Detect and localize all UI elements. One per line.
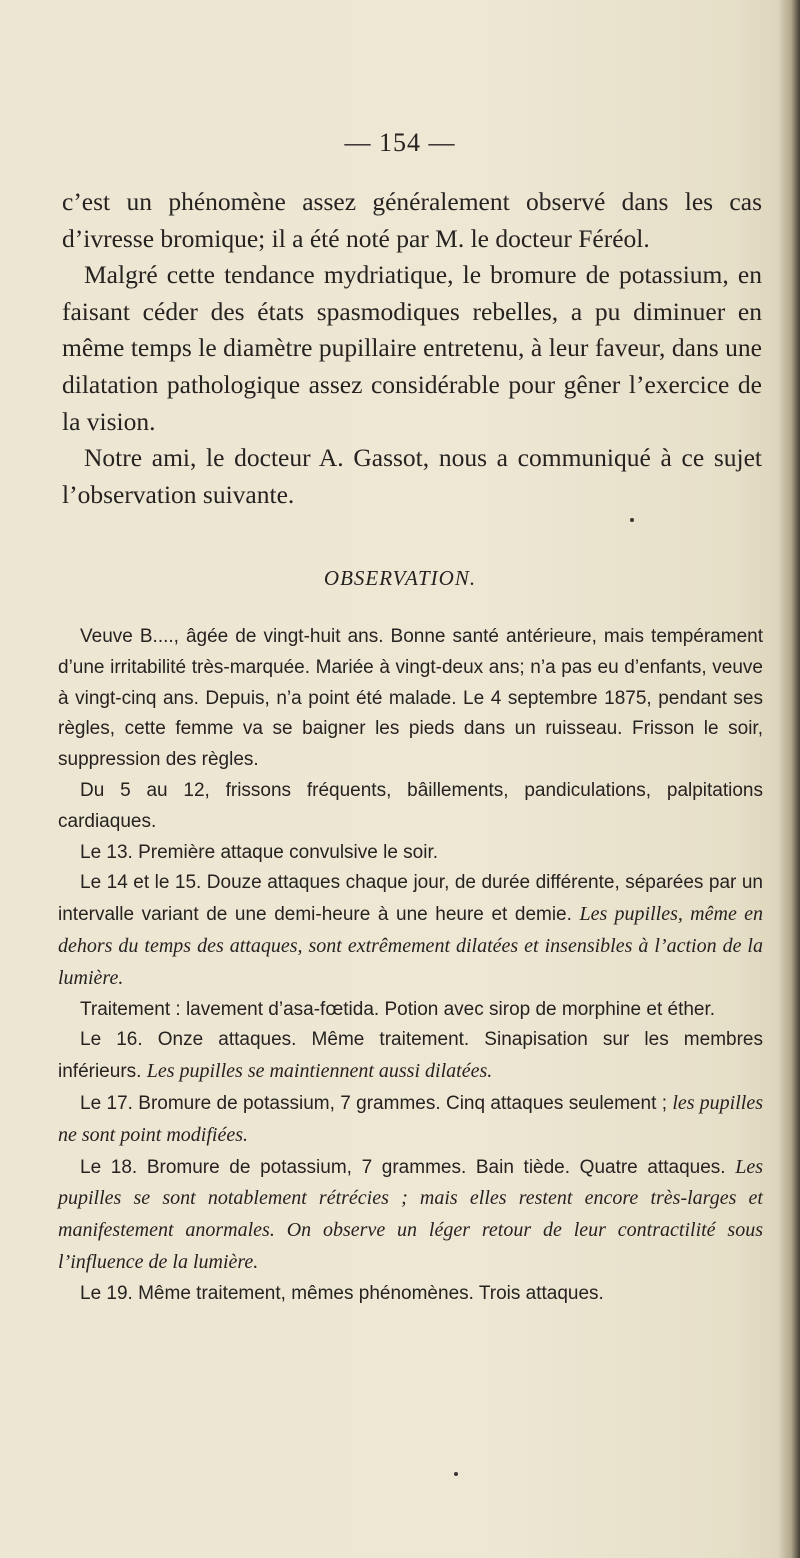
intro-paragraph: c’est un phénomène assez généralement observé dans les cas d’ivresse bromique; il a été noté par M. le docteur Féréol. <box>62 187 762 253</box>
observation-text-roman: Le 17. Bromure de potassium, 7 grammes. Cinq attaques seulement ; <box>80 1092 667 1114</box>
observation-paragraph <box>58 1088 763 1152</box>
observation-heading: OBSERVATION. <box>323 566 477 590</box>
observation-paragraph: Le 13. Première attaque convulsive le soir. <box>80 841 439 863</box>
page-edge-shadow <box>778 0 800 1558</box>
page-number: — 154 — <box>344 128 456 157</box>
observation-text-italic: les pupilles ne sont point modifiées. <box>58 1091 764 1146</box>
observation-text-italic: Les pupilles se maintiennent aussi dilatées. <box>146 1060 493 1083</box>
observation-paragraph: Veuve B...., âgée de vingt-huit ans. Bonne santé antérieure, mais tempérament d’une irritabilité très-marquée. Mariée à vingt-deux ans; n’a pas eu d’enfants, veuve à vingt-cinq ans. Depuis, n’a point été malade. Le 4 septembre 1875, pendant ses règles, cette femme va se baigner les pieds dans un ruisseau. Frisson le soir, suppression des règles. <box>58 626 763 771</box>
print-speck <box>630 518 634 522</box>
observation-text-roman: Le 14 et le 15. Douze attaques chaque jour, de durée différente, séparées par un intervalle variant de une demi-heure à une heure et demie. <box>58 872 763 926</box>
observation-paragraph <box>58 868 763 994</box>
intro-paragraph: Malgré cette tendance mydriatique, le bromure de potassium, en faisant céder des états spasmodiques rebelles, a pu diminuer en même temps le diamètre pupillaire entretenu, à leur faveur, dans une dilatation pathologique assez considérable pour gêner l’exercice de la vision. <box>62 260 762 436</box>
observation-paragraph: Le 19. Même traitement, mêmes phénomènes. Trois attaques. <box>80 1282 604 1304</box>
intro-paragraph: Notre ami, le docteur A. Gassot, nous a communiqué à ce sujet l’observation suivante. <box>62 443 762 509</box>
observation-text-roman: Le 18. Bromure de potassium, 7 grammes. Bain tiède. Quatre attaques. <box>80 1156 726 1178</box>
observation-text-italic: Les pupilles se sont notablement rétrécies ; mais elles restent encore très-larges et manifestement anormales. On observe un léger retour de leur contractilité sous l’influence de la lumière. <box>58 1155 763 1273</box>
print-speck <box>454 1472 458 1476</box>
observation-text-roman: Le 16. Onze attaques. Même traitement. Sinapisation sur les membres inférieurs. <box>58 1029 763 1083</box>
observation-text-italic: Les pupilles, même en dehors du temps des attaques, sont extrêmement dilatées et insensibles à l’action de la lumière. <box>58 903 763 989</box>
observation-paragraph <box>58 1152 763 1279</box>
observation-paragraph: Traitement : lavement d’asa-fœtida. Potion avec sirop de morphine et éther. <box>80 998 716 1020</box>
observation-paragraph: Du 5 au 12, frissons fréquents, bâillements, pandiculations, palpitations cardiaques. <box>58 779 763 832</box>
observation-text <box>58 622 763 1310</box>
observation-paragraph <box>58 1025 763 1088</box>
intro-text <box>62 184 762 513</box>
